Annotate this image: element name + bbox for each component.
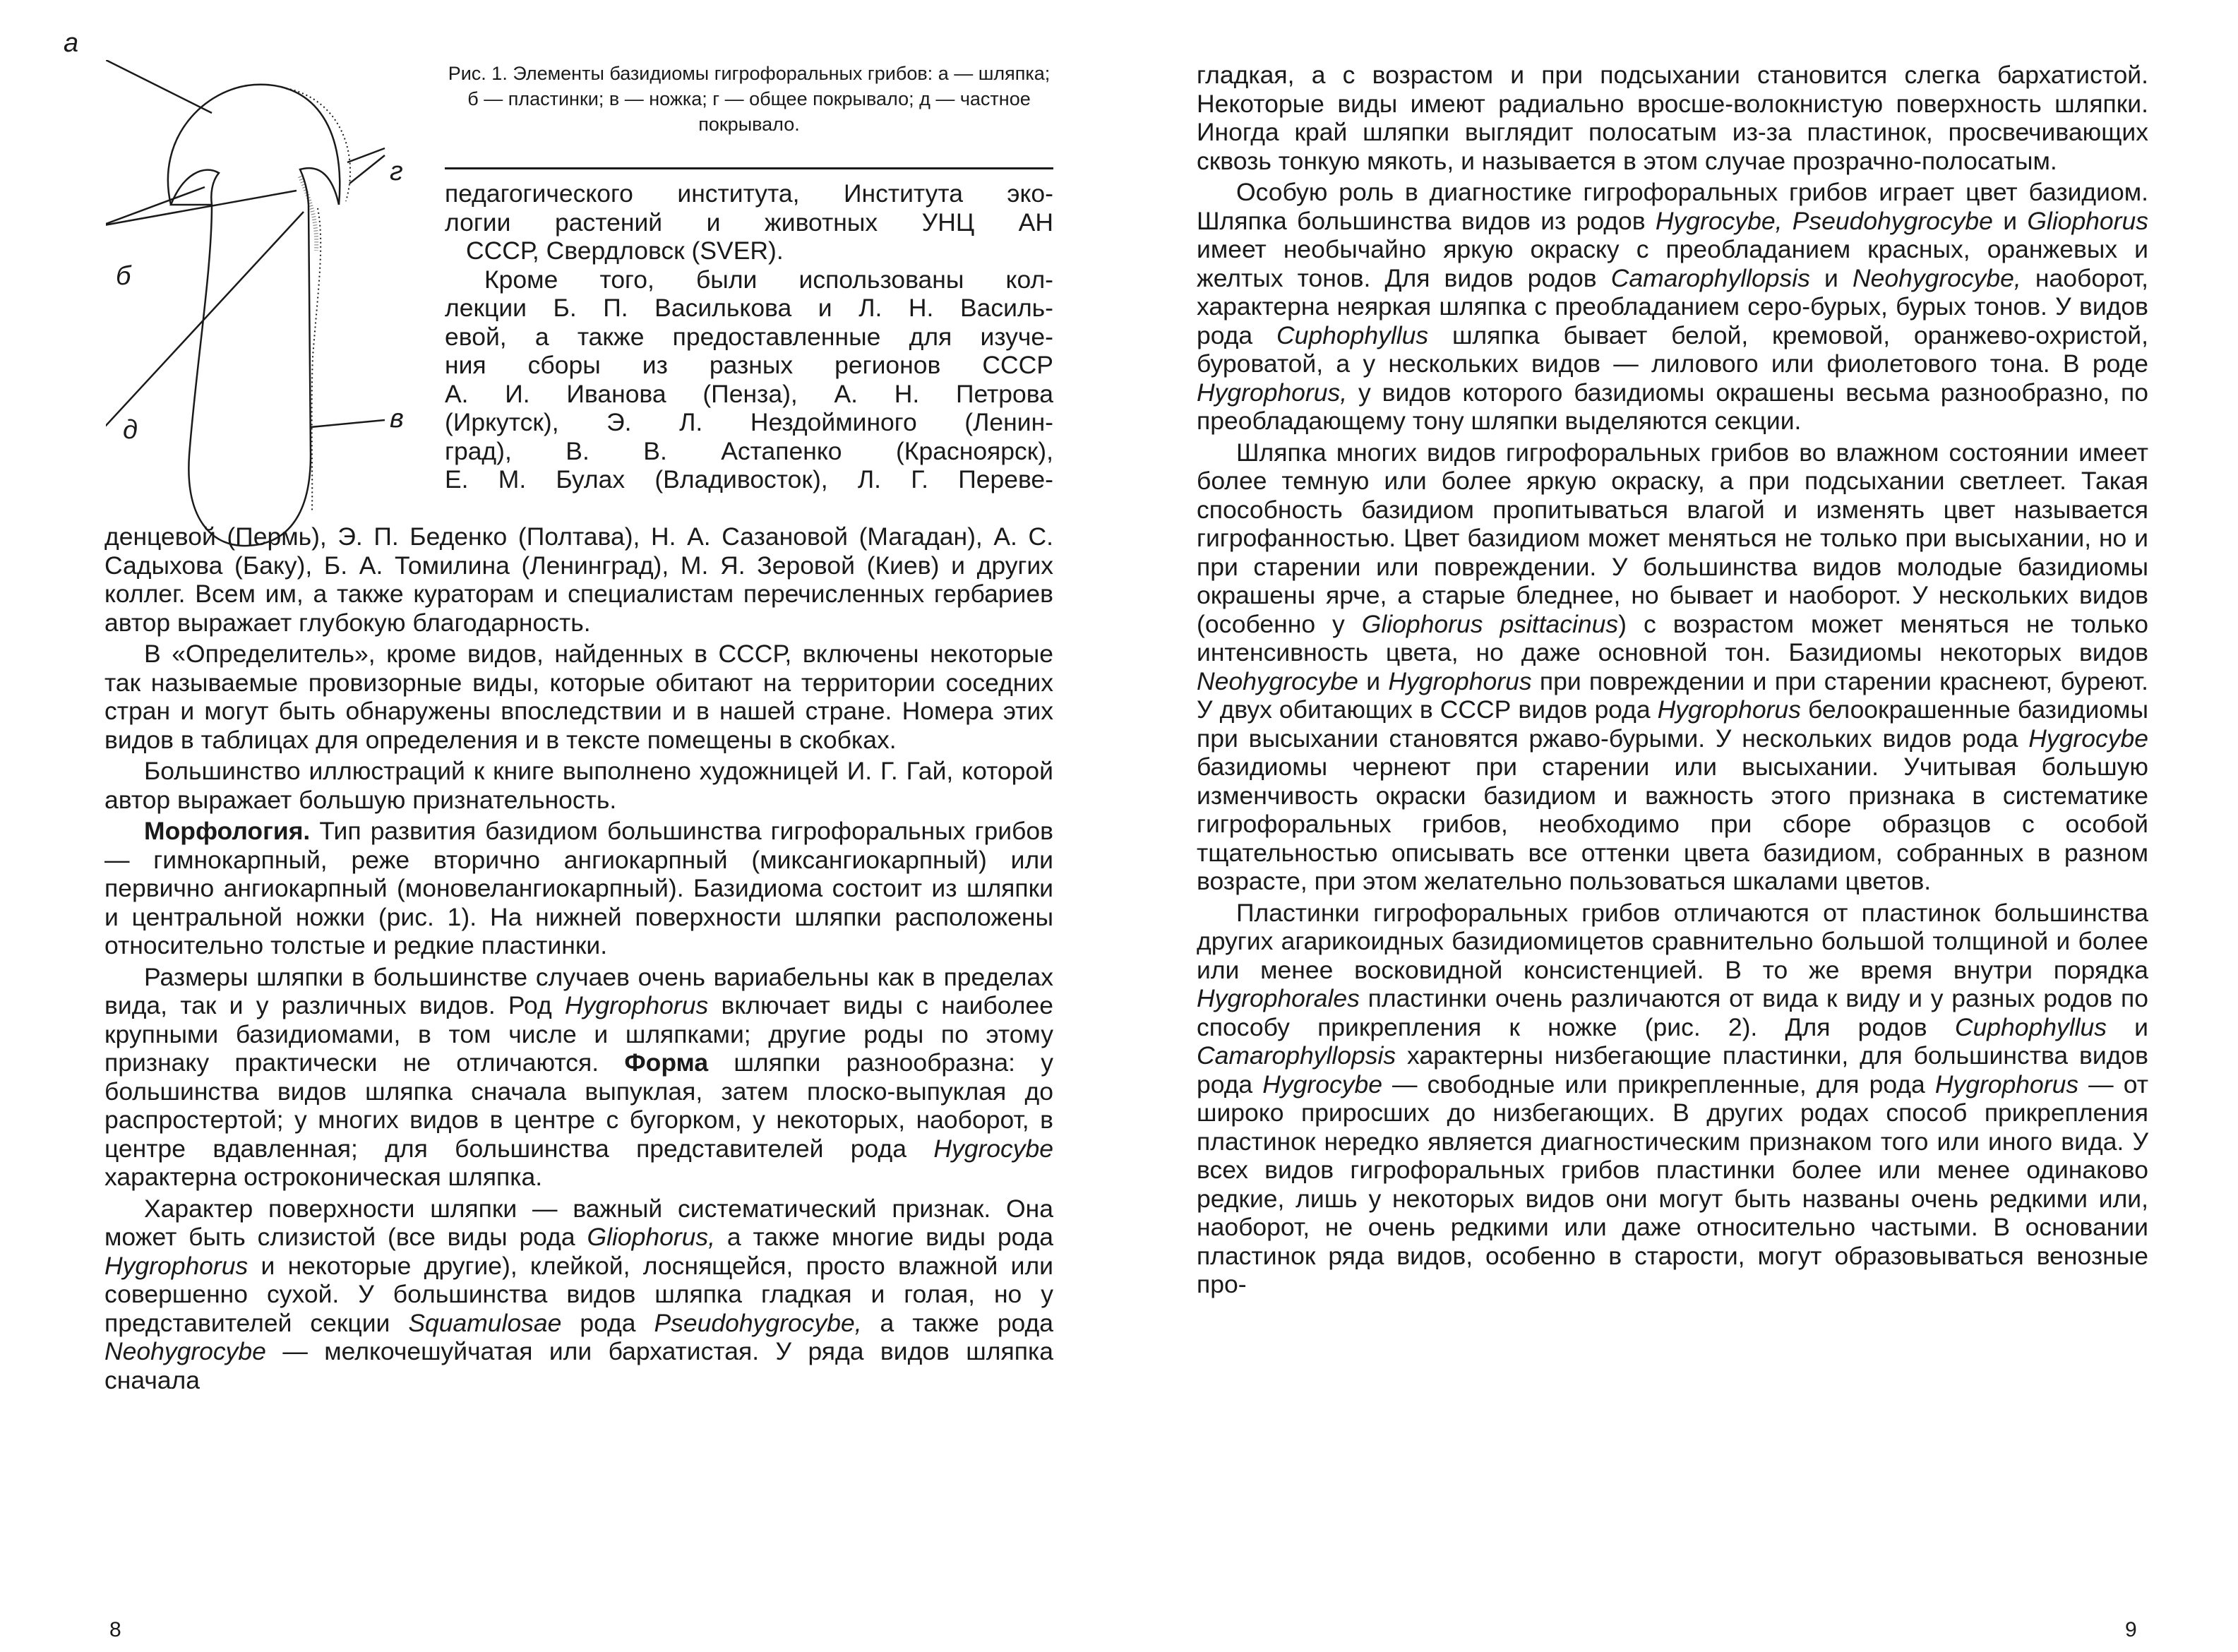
- latin-name: Gliophorus: [2027, 206, 2148, 235]
- figure-label-g: г: [390, 157, 403, 186]
- paragraph-illustrations: Большинство иллюстраций к книге выполнено художницей И. Г. Гай, которой автор выражает большую признательность.: [104, 757, 1053, 814]
- right-column-text: [1197, 61, 2148, 1299]
- latin-name: Hygrophorus: [564, 991, 709, 1019]
- text-run: характерна остроконическая шляпка.: [104, 1163, 543, 1191]
- paragraph-morphology: [104, 817, 1053, 960]
- text-run: и: [2134, 1012, 2148, 1041]
- text-run: и некоторые другие), клейкой, лоснящейся, просто влажной или совершенно сухой. У большинства видов шляпка гладкая и голая, но у представителей секции: [104, 1251, 1053, 1337]
- gill-left: [171, 170, 219, 205]
- latin-name: Hygrocybe: [1262, 1070, 1382, 1099]
- text-run: шляпки разнообразна: у большинства видов шляпка сначала выпуклая, затем плоско-выпуклая до распростертой; у многих видов в центре с бугорком, у некоторых, наоборот, в центре вдавленная; для большинства представителей рода: [104, 1048, 1053, 1163]
- narrow-line: лекции Б. П. Василькова и Л. Н. Василь-: [445, 294, 1053, 322]
- figure-label-d: д: [123, 415, 138, 445]
- figure-label-a: а: [64, 28, 79, 58]
- right-page: [1119, 0, 2238, 1652]
- text-run: базидиомы чернеют при старении или высыхании. Учитывая большую изменчивость окраски базидиом и важность этого признака в систематике гигрофоральных грибов, необходимо при сборе образцов с особой тщательностью описывать все оттенки цвета базидиом, собранных в разном возрасте, при этом желательно пользоваться шкалами цветов.: [1197, 753, 2148, 895]
- latin-name: Cuphophyllus: [1276, 321, 1429, 349]
- narrow-line: А. И. Иванова (Пенза), А. Н. Петрова: [445, 379, 1053, 408]
- paragraph-acknowledgements: денцевой (Пермь), Э. П. Беденко (Полтава), Н. А. Сазановой (Магадан), А. С. Садыхова (Баку), Б. А. Томилина (Ленинград), М. Я. Зеровой (Киев) и других коллег. Всем им, а также кураторам и специалистам перечисленных гербариев автор выражает глубокую благодарность.: [104, 522, 1053, 637]
- paragraph-cap-size-shape: [104, 963, 1053, 1192]
- latin-name: Gliophorus psittacinus: [1361, 609, 1619, 638]
- page-number-left: 8: [109, 1618, 121, 1641]
- text-run: белоокрашенные базидиомы при высыхании становятся ржаво-бурыми. У нескольких видов рода: [1197, 695, 2148, 753]
- page-number-right: 9: [2125, 1618, 2137, 1641]
- text-run: рода: [580, 1308, 636, 1337]
- text-run: наоборот, характерна неяркая шляпка с преобладанием серо-бурых, бурых тонов. У видов рода: [1197, 263, 2148, 349]
- text-run: и: [1366, 666, 1381, 695]
- latin-name: Pseudohygrocybe,: [654, 1308, 862, 1337]
- narrow-line: евой, а также предоставленные для изуче-: [445, 322, 1053, 351]
- paragraph-cap-surface: [104, 1195, 1053, 1395]
- narrow-line: ния сборы из разных регионов СССР: [445, 351, 1053, 379]
- text-run: и: [1824, 263, 1838, 292]
- text-run: и: [2003, 206, 2018, 235]
- text-run: Размеры шляпки в большинстве случаев очень вариабельны как в пределах вида, так и у различных видов. Род: [104, 962, 1053, 1019]
- latin-name: Hygrophorus: [1657, 695, 1801, 724]
- text-run: при повреждении и при старении краснеют, буреют. У двух обитающих в СССР видов рода: [1197, 666, 2148, 724]
- text-run: Шляпка многих видов гигрофоральных грибов во влажном состоянии имеет более темную или более яркую окраску, а при подсыхании светлеет. Такая способность базидиом пропитываться влагой и изменять цвет называется гигрофанностью. Цвет базидиом может меняться не только при высыхании, но и при старении или повреждении. У большинства видов молодые базидиомы окрашены ярче, а старые бледнее, но бывает и наоборот. У нескольких видов (особенно у: [1197, 438, 2148, 638]
- text-run: пластинки очень различаются от вида к виду и у разных родов по способу прикрепления к ножке (рис. 2). Для родов: [1197, 984, 2148, 1041]
- text-run: — от широко приросших до низбегающих. В других родах способ прикрепления пластинок нередко является диагностическим признаком того или иного вида. У всех видов гигрофоральных грибов пластинки более или менее одинаково редкие, лишь у некоторых видов они могут быть названы очень редкими или, наоборот, не очень редкими или даже относительно частыми. В основании пластинок ряда видов, особенно в старости, могут образовываться венозные про-: [1197, 1070, 2148, 1298]
- text-run: у видов которого базидиомы окрашены весьма разнообразно, по преобладающему тону шляпки выделяются секции.: [1197, 378, 2148, 435]
- text-run: а также многие виды рода: [726, 1223, 1053, 1251]
- narrow-line: (Иркутск), Э. Л. Нездойминого (Ленин-: [445, 408, 1053, 436]
- text-run: — свободные или прикрепленные, для рода: [1392, 1070, 1925, 1099]
- narrow-line: логии растений и животных УНЦ АН: [445, 208, 1053, 237]
- narrow-line: СССР, Свердловск (SVER).: [466, 237, 784, 265]
- latin-name: Squamulosae: [408, 1308, 562, 1337]
- text-run: а также рода: [880, 1308, 1053, 1337]
- paragraph-basidiome-color: [1197, 178, 2148, 436]
- text-run: Пластинки гигрофоральных грибов отличаются от пластинок большинства других агарикоидных базидиомицетов сравнительно большой толщиной и более или менее восковидной консистенцией. В то же время внутри порядка: [1197, 898, 2148, 984]
- latin-name: Neohygrocybe: [1197, 666, 1358, 695]
- text-run: Характер поверхности шляпки — важный систематический признак. Она может быть слизистой (все виды рода: [104, 1194, 1053, 1251]
- latin-name: Hygrocybe, Pseudohygrocybe: [1655, 206, 1993, 235]
- figure-caption: Рис. 1. Элементы базидиомы гигрофоральных грибов: а — шляпка; б — пластинки; в — ножка; г — общее покрывало; д — частное покрывало.: [448, 63, 1051, 135]
- caption-rule: [445, 167, 1053, 169]
- stipe-outline: [189, 205, 311, 546]
- text-run: включает виды с наиболее крупными базидиомами, в том числе и шляпками; другие роды по этому признаку практически не отличаются.: [104, 991, 1053, 1077]
- mushroom-figure: [106, 60, 438, 554]
- figure-label-b: б: [116, 261, 131, 291]
- narrow-line: педагогического института, Института эко-: [445, 179, 1053, 208]
- text-run: имеет необычайно яркую окраску с преобладанием красных, оранжевых и желтых тонов. Для видов родов: [1197, 235, 2148, 292]
- latin-name: Hygrophorus: [1934, 1070, 2079, 1099]
- paragraph-cap-surface-cont: гладкая, а с возрастом и при подсыхании становится слегка бархатистой. Некоторые виды имеют радиально вросше-волокнистую поверхность шляпки. Иногда край шляпки выглядит полосатым из-за пластинок, просвечивающих сквозь тонкую мякоть, и называется в этом случае прозрачно-полосатым.: [1197, 61, 2148, 175]
- text-run: характерны низбегающие пластинки, для большинства видов рода: [1197, 1041, 2148, 1099]
- text-run: Особую роль в диагностике гигрофоральных грибов играет цвет базидиом. Шляпка большинства видов из родов: [1197, 178, 2148, 235]
- narrow-line: Кроме того, были использованы кол-: [484, 265, 1053, 294]
- latin-name: Hygrophorus,: [1197, 378, 1348, 407]
- morphology-heading: Морфология.: [144, 817, 311, 845]
- latin-name: Cuphophyllus: [1954, 1012, 2107, 1041]
- term-form: Форма: [624, 1048, 709, 1077]
- latin-name: Camarophyllopsis: [1197, 1041, 1396, 1070]
- latin-name: Camarophyllopsis: [1610, 263, 1810, 292]
- latin-name: Hygrocybe: [933, 1134, 1053, 1163]
- gill-right: [300, 168, 339, 205]
- latin-name: Hygrophorales: [1197, 984, 1360, 1012]
- latin-name: Neohygrocybe,: [1853, 263, 2021, 292]
- latin-name: Hygrophorus: [1388, 666, 1532, 695]
- text-run: ) с возрастом может меняться не только интенсивность цвета, но даже основной тон. Базидиомы некоторых видов: [1197, 609, 2148, 666]
- latin-name: Hygrocybe: [2028, 724, 2148, 753]
- partial-veil: [312, 208, 321, 512]
- text-run: — мелкочешуйчатая или бархатистая. У ряда видов шляпка сначала: [104, 1337, 1053, 1394]
- paragraph-hygrophany: [1197, 438, 2148, 896]
- narrow-line: град), В. В. Астапенко (Красноярск),: [445, 436, 1053, 465]
- narrow-text-block: [445, 179, 1053, 494]
- cap-outline: [168, 85, 340, 205]
- latin-name: Neohygrocybe: [104, 1337, 266, 1365]
- text-run: шляпка бывает белой, кремовой, оранжево-охристой, буроватой, а у нескольких видов — лилового или фиолетового тона. В роде: [1197, 321, 2148, 378]
- left-column-text: [104, 522, 1053, 1394]
- paragraph-provisional-species: В «Определитель», кроме видов, найденных в СССР, включены некоторые так называемые провизорные виды, которые обитают на территории соседних стран и могут быть обнаружены впоследствии и в нашей стране. Номера этих видов в таблицах для определения и в тексте помещены в скобках.: [104, 640, 1053, 754]
- figure-label-v: в: [390, 404, 404, 433]
- latin-name: Gliophorus,: [587, 1223, 716, 1251]
- latin-name: Hygrophorus: [104, 1251, 249, 1280]
- narrow-line: Е. М. Булах (Владивосток), Л. Г. Переве-: [445, 465, 1053, 493]
- paragraph-gills: [1197, 899, 2148, 1299]
- morphology-text: Тип развития базидиом большинства гигрофоральных грибов — гимнокарпный, реже вторично ангиокарпный (миксангиокарпный) или первично ангиокарпный (моновелангиокарпный). Базидиома состоит из шляпки и центральной ножки (рис. 1). На нижней поверхности шляпки расположены относительно толстые и редкие пластинки.: [104, 817, 1053, 959]
